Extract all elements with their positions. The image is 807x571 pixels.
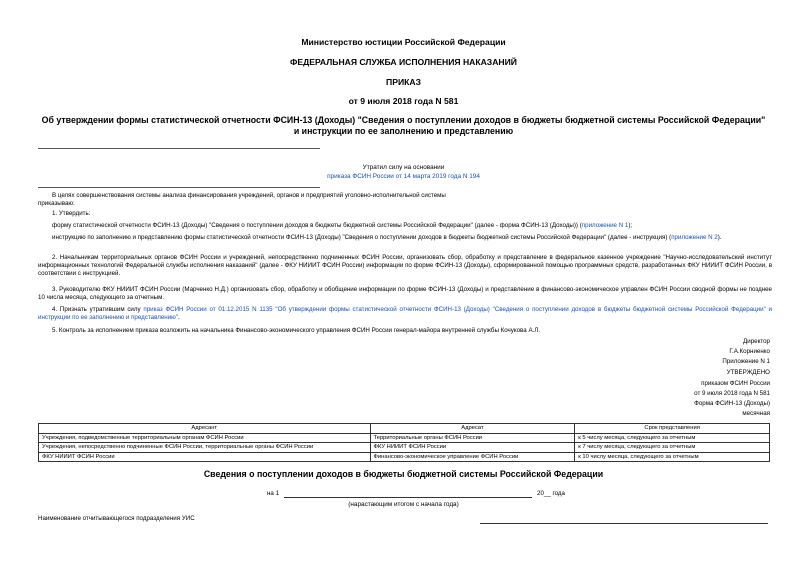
table-cell: Учреждения, подведомственные территориальным органам ФСИН России [39,433,371,443]
document-title-line1: Об утверждении формы статистической отчетности ФСИН-13 (Доходы) "Сведения о поступлении доходов в бюджеты бюджетной системы Российской Федерации" [41,115,766,125]
table-cell: к 5 числу месяца, следующего за отчетным [575,433,770,443]
item-1a [52,222,772,230]
approved-by: приказом ФСИН России [701,380,770,387]
table-row [39,433,770,443]
approved-label: УТВЕРЖДЕНО [726,369,770,376]
status-link[interactable]: приказа ФСИН России от 14 марта 2019 года N 194 [327,173,480,180]
approved-date: от 9 июля 2018 года N 581 [694,390,770,397]
form-date-line [284,497,532,498]
form-title: Сведения о поступлении доходов в бюджеты бюджетной системы Российской Федерации [203,469,604,479]
form-name: Форма ФСИН-13 (Доходы) [694,400,770,407]
item-5: 5. Контроль за исполнением приказа возложить на начальника Финансово-экономического управления ФСИН России генерал-майора внутренней службы Кочукова А.Л. [52,327,541,334]
table-cell: к 10 числу месяца, следующего за отчетным [575,452,770,462]
form-period: месячная [742,410,770,417]
item-2: 2. Начальникам территориальных органов ФСИН России и учреждений, непосредственно подчиненных ФСИН России, организовать сбор, обработку и представление в федеральное казенное учреждение "Научно-исследовательский институт информационных технологий Федеральной службы исполнения наказаний" (далее - ФКУ НИИИТ ФСИН России) информации по форме ФСИН-13 (Доходы), сформированной помощью программных средств, разработанных ФКУ НИИИТ ФСИН России, в соответствии с инструкцией. [38,254,772,277]
ministry-name: Министерство юстиции Российской Федерации [301,37,506,47]
table-header-row [39,424,770,434]
table-row [39,452,770,462]
appendix-2-link[interactable]: приложение N 2 [671,234,718,241]
divider-top [38,148,320,149]
item-3: 3. Руководителю ФКУ НИИИТ ФСИН России (Марченко Н.Д.) организовать сбор, обработку и обобщение информации по форме ФСИН-13 (Доходы) и представление в финансово-экономическое управлен ФСИН России сводной формы не позднее 10 числа месяца, следующего за отчетным. [38,286,772,301]
form-unit-label: Наименование отчитывающегося подразделения УИС [38,515,195,522]
order-word: приказываю: [38,200,75,207]
submission-table [38,423,770,462]
item-1: 1. Утвердить: [52,210,91,217]
signature-position: Директор [743,338,770,345]
table-header-recipient: Адресат [370,424,575,434]
table-cell: Финансово-экономическое управление ФСИН России [370,452,575,462]
repealed-order-link[interactable]: приказ ФСИН России от 01.12.2015 N 1135 "Об утверждении формы статистической отчетности ФСИН-13 (Доходы) "Сведения о поступлении доходов в бюджеты бюджетной системы Российской Федерации" и инструкции по ее заполнению и представлению" [38,306,773,321]
document-type: ПРИКАЗ [386,77,421,87]
form-on-label: на 1 [267,490,280,497]
signature-name: Г.А.Корниенко [729,348,770,355]
service-name: ФЕДЕРАЛЬНАЯ СЛУЖБА ИСПОЛНЕНИЯ НАКАЗАНИЙ [290,57,517,67]
document-title-line2: и инструкции по ее заполнению и представлению [293,126,514,136]
item-4 [38,306,772,322]
divider-status [38,187,320,188]
form-unit-line [480,523,768,524]
item-1a-end: ); [628,222,633,229]
appendix-1-link[interactable]: приложение N 1 [581,222,629,229]
item-1b-text: инструкцию по заполнению и представлению формы статистической отчетности ФСИН-13 (Доходы) "Сведения о поступлении доходов в бюджеты бюджетной системы Российской Федерации" (далее - инструкция) ( [52,234,672,241]
table-cell: Учреждения, непосредственно подчиненные ФСИН России, территориальные органы ФСИН России [39,443,371,453]
intro-paragraph: В целях совершенствования системы анализа финансирования учреждений, органов и предприятий уголовно-исполнительной системы [52,192,446,199]
appendix-label: Приложение N 1 [722,358,770,365]
table-cell: ФКУ НИИИТ ФСИН России [39,452,371,462]
table-cell: Территориальные органы ФСИН России [370,433,575,443]
document-date-number: от 9 июля 2018 года N 581 [348,96,459,106]
form-cumulative-note: (нарастающим итогом с начала года) [348,501,459,508]
item-4-start: 4. Признать утратившим силу [52,306,144,313]
item-1b [38,234,772,242]
item-1b-end: ). [717,234,722,241]
status-line: Утратил силу на основании [362,164,445,171]
form-year-label: 20__ года [537,490,565,497]
table-row [39,443,770,453]
item-1a-text: форму статистической отчетности ФСИН-13 (Доходы) "Сведения о поступлении доходов в бюджеты бюджетной системы Российской Федерации" (далее - форма ФСИН-13 (Доходы)) ( [52,222,582,229]
table-header-deadline: Срок представления [575,424,770,434]
table-cell: ФКУ НИИИТ ФСИН России [370,443,575,453]
table-cell: к 7 числу месяца, следующего за отчетным [575,443,770,453]
item-4-end: . [178,314,180,321]
table-header-sender: Адресант [39,424,371,434]
